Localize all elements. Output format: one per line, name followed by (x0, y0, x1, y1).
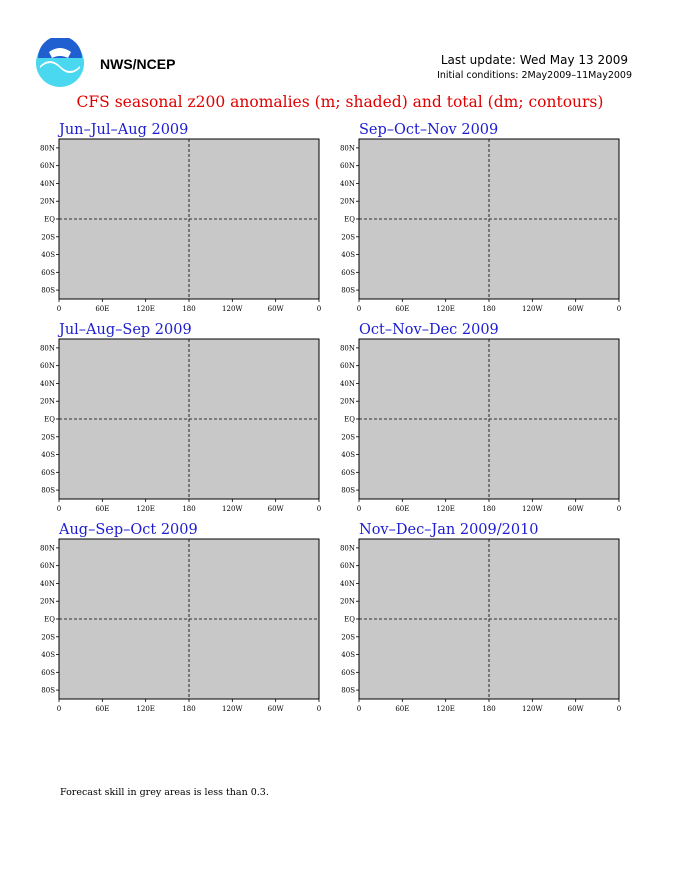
x-tick-label: 120E (136, 305, 155, 313)
last-update-text: Last update: Wed May 13 2009 (440, 53, 628, 67)
x-tick-label: 0 (616, 705, 622, 713)
x-tick-label: 60W (267, 705, 284, 713)
noaa-logo (35, 38, 85, 88)
x-tick-label: 180 (182, 305, 196, 313)
y-tick-label: EQ (344, 415, 355, 424)
y-tick-label: 40S (341, 451, 355, 460)
x-tick-label: 0 (356, 305, 362, 313)
y-tick-label: 40N (39, 179, 55, 188)
panel-title-4: Aug–Sep–Oct 2009 (59, 522, 198, 538)
y-tick-label: EQ (44, 215, 55, 224)
y-tick-label: 80S (341, 286, 355, 295)
y-tick-label: 20S (341, 633, 355, 642)
x-tick-label: 120E (136, 505, 155, 513)
panel-title-3: Oct–Nov–Dec 2009 (359, 322, 499, 338)
y-tick-label: 80S (341, 686, 355, 695)
y-tick-label: 60S (41, 468, 55, 477)
y-tick-label: 60N (39, 162, 55, 171)
map-panel-0 (39, 139, 322, 313)
x-tick-label: 60W (567, 505, 584, 513)
x-tick-label: 180 (182, 705, 196, 713)
y-tick-label: 80N (339, 344, 355, 353)
x-tick-label: 180 (182, 505, 196, 513)
x-tick-label: 120E (136, 705, 155, 713)
y-tick-label: 80N (39, 144, 55, 153)
y-tick-label: 80S (41, 686, 55, 695)
x-tick-label: 120W (222, 505, 243, 513)
x-tick-label: 60W (567, 305, 584, 313)
y-tick-label: 20S (41, 433, 55, 442)
y-tick-label: EQ (44, 415, 55, 424)
x-tick-label: 120E (436, 505, 455, 513)
y-tick-label: 60N (339, 162, 355, 171)
y-tick-label: 80S (41, 286, 55, 295)
map-panel-1 (339, 139, 622, 313)
panel-title-2: Jul–Aug–Sep 2009 (59, 322, 192, 338)
x-tick-label: 120E (436, 705, 455, 713)
y-tick-label: 20N (39, 597, 55, 606)
footnote-text: Forecast skill in grey areas is less than 0.3. (60, 787, 269, 798)
y-tick-label: 60N (339, 362, 355, 371)
x-tick-label: 120W (522, 305, 543, 313)
y-tick-label: 20S (341, 233, 355, 242)
x-tick-label: 120E (436, 305, 455, 313)
y-tick-label: 40S (41, 451, 55, 460)
x-tick-label: 120W (222, 705, 243, 713)
y-tick-label: 80N (339, 544, 355, 553)
panel-title-0: Jun–Jul–Aug 2009 (59, 122, 189, 138)
y-tick-label: 60S (341, 668, 355, 677)
x-tick-label: 60W (567, 705, 584, 713)
x-tick-label: 60E (95, 705, 110, 713)
y-tick-label: EQ (344, 615, 355, 624)
y-tick-label: 60N (39, 362, 55, 371)
x-tick-label: 60E (395, 705, 410, 713)
y-tick-label: 40N (39, 379, 55, 388)
panel-title-5: Nov–Dec–Jan 2009/2010 (359, 522, 539, 538)
x-tick-label: 60W (267, 305, 284, 313)
x-tick-label: 0 (616, 305, 622, 313)
chart-main-title: CFS seasonal z200 anomalies (m; shaded) and total (dm; contours) (76, 93, 604, 111)
x-tick-label: 0 (316, 505, 322, 513)
y-tick-label: 60N (339, 562, 355, 571)
x-tick-label: 120W (522, 705, 543, 713)
y-tick-label: 20N (39, 397, 55, 406)
y-tick-label: 20S (341, 433, 355, 442)
map-panel-4 (39, 539, 322, 713)
x-tick-label: 0 (616, 505, 622, 513)
y-tick-label: 40N (339, 579, 355, 588)
x-tick-label: 180 (482, 705, 496, 713)
y-tick-label: 60S (41, 668, 55, 677)
x-tick-label: 180 (482, 305, 496, 313)
x-tick-label: 0 (56, 505, 62, 513)
y-tick-label: EQ (44, 615, 55, 624)
initial-conditions-text: Initial conditions: 2May2009–11May2009 (437, 70, 632, 81)
x-tick-label: 60E (95, 305, 110, 313)
x-tick-label: 60E (95, 505, 110, 513)
x-tick-label: 120W (222, 305, 243, 313)
x-tick-label: 60W (267, 505, 284, 513)
y-tick-label: 40N (39, 579, 55, 588)
y-tick-label: 80S (41, 486, 55, 495)
y-tick-label: 80N (39, 544, 55, 553)
y-tick-label: 20N (339, 197, 355, 206)
y-tick-label: 40S (341, 651, 355, 660)
y-tick-label: 60N (39, 562, 55, 571)
y-tick-label: 60S (341, 468, 355, 477)
y-tick-label: 80S (341, 486, 355, 495)
x-tick-label: 0 (356, 705, 362, 713)
y-tick-label: 20S (41, 633, 55, 642)
x-tick-label: 0 (316, 305, 322, 313)
agency-label: NWS/NCEP (100, 56, 176, 72)
y-tick-label: 40N (339, 179, 355, 188)
y-tick-label: 20N (339, 597, 355, 606)
y-tick-label: 60S (341, 268, 355, 277)
map-panel-2 (39, 339, 322, 513)
y-tick-label: EQ (344, 215, 355, 224)
y-tick-label: 20N (339, 397, 355, 406)
panel-title-1: Sep–Oct–Nov 2009 (359, 122, 499, 138)
x-tick-label: 0 (56, 705, 62, 713)
x-tick-label: 180 (482, 505, 496, 513)
x-tick-label: 60E (395, 505, 410, 513)
y-tick-label: 40S (41, 651, 55, 660)
x-tick-label: 120W (522, 505, 543, 513)
y-tick-label: 80N (339, 144, 355, 153)
y-tick-label: 80N (39, 344, 55, 353)
y-tick-label: 40S (341, 251, 355, 260)
x-tick-label: 0 (316, 705, 322, 713)
map-panel-3 (339, 339, 622, 513)
y-tick-label: 20N (39, 197, 55, 206)
x-tick-label: 0 (56, 305, 62, 313)
x-tick-label: 0 (356, 505, 362, 513)
y-tick-label: 60S (41, 268, 55, 277)
y-tick-label: 40N (339, 379, 355, 388)
y-tick-label: 20S (41, 233, 55, 242)
x-tick-label: 60E (395, 305, 410, 313)
y-tick-label: 40S (41, 251, 55, 260)
map-panel-5 (339, 539, 622, 713)
